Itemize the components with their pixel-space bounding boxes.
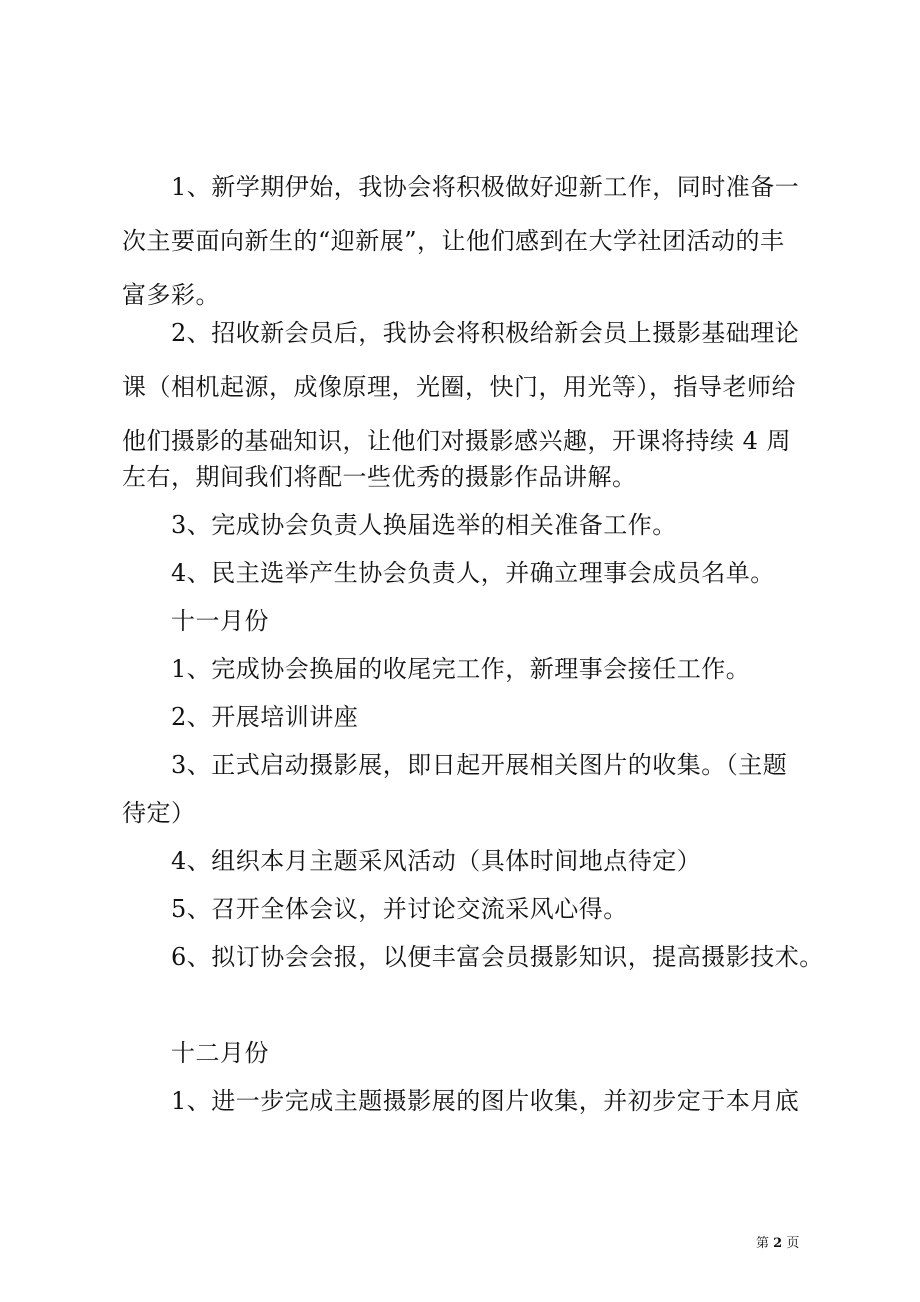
november-item-3-line-2: 待定）	[122, 799, 196, 827]
december-item-1: 1、进一步完成主题摄影展的图片收集，并初步定于本月底	[171, 1087, 800, 1115]
paragraph-2-line-1: 2、招收新会员后，我协会将积极给新会员上摄影基础理论	[171, 319, 800, 347]
page-prefix: 第	[756, 1236, 770, 1251]
november-heading: 十一月份	[171, 607, 269, 635]
page-number: 2	[773, 1236, 783, 1251]
paragraph-1-line-1: 1、新学期伊始，我协会将积极做好迎新工作，同时准备一	[171, 173, 800, 201]
paragraph-2-line-4: 左右，期间我们将配一些优秀的摄影作品讲解。	[122, 463, 637, 491]
page-number-footer	[756, 1236, 799, 1252]
paragraph-1-line-3: 富多彩。	[122, 281, 220, 309]
page-suffix: 页	[786, 1236, 800, 1251]
november-item-1: 1、完成协会换届的收尾完工作，新理事会接任工作。	[171, 655, 751, 683]
paragraph-4: 4、民主选举产生协会负责人，并确立理事会成员名单。	[171, 559, 775, 587]
november-item-6: 6、拟订协会会报，以便丰富会员摄影知识，提高摄影技术。	[171, 943, 824, 971]
december-heading: 十二月份	[171, 1039, 269, 1067]
paragraph-2-line-2: 课（相机起源，成像原理，光圈，快门，用光等），指导老师给	[122, 373, 796, 401]
november-item-4: 4、组织本月主题采风活动（具体时间地点待定）	[171, 847, 702, 875]
november-item-2: 2、开展培训讲座	[171, 703, 359, 731]
paragraph-2-line-3: 他们摄影的基础知识，让他们对摄影感兴趣，开课将持续 4 周	[122, 427, 792, 455]
november-item-5: 5、召开全体会议，并讨论交流采风心得。	[171, 895, 628, 923]
november-item-3-line-1: 3、正式启动摄影展，即日起开展相关图片的收集。（主题	[171, 751, 788, 779]
paragraph-3: 3、完成协会负责人换届选举的相关准备工作。	[171, 511, 677, 539]
paragraph-1-line-2: 次主要面向新生的“迎新展”，让他们感到在大学社团活动的丰	[122, 227, 785, 255]
